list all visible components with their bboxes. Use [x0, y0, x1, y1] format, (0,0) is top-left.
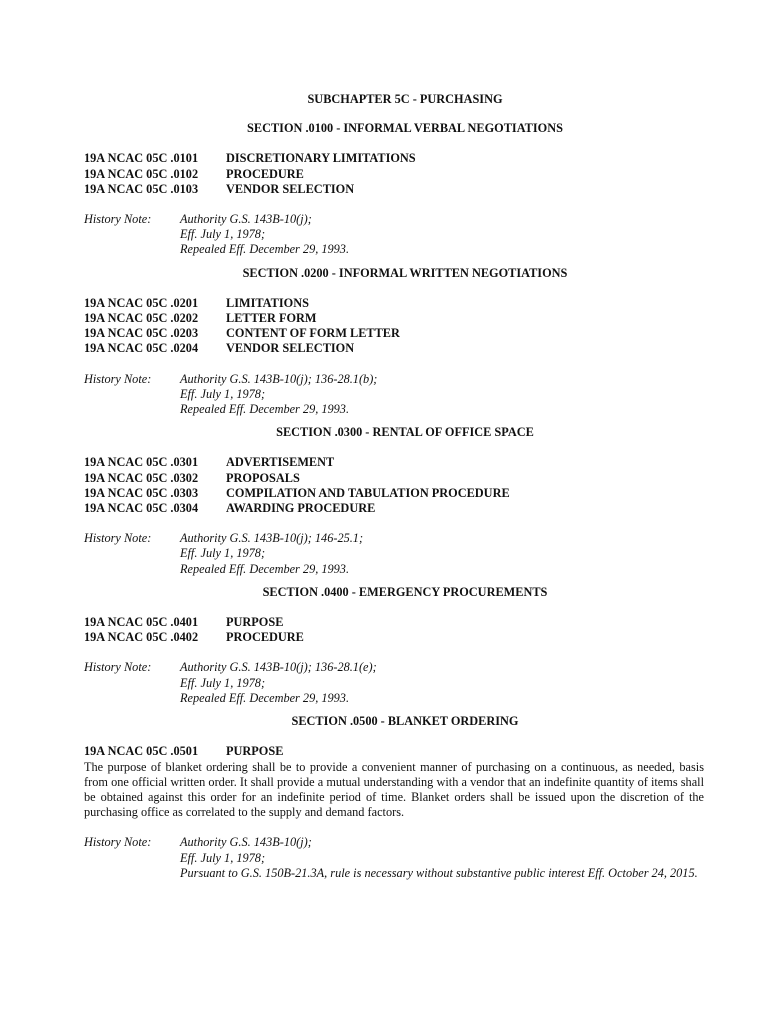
history-line: Eff. July 1, 1978; — [180, 227, 266, 242]
rule-row — [84, 151, 704, 166]
history-note — [84, 212, 704, 258]
section-0100 — [84, 121, 704, 257]
rule-code: 19A NCAC 05C .0204 — [84, 341, 199, 356]
history-line: Authority G.S. 143B-10(j); 146-25.1; — [180, 531, 364, 546]
history-label: History Note: — [84, 531, 152, 546]
rule-title: VENDOR SELECTION — [226, 341, 355, 356]
history-line: Repealed Eff. December 29, 1993. — [180, 561, 350, 576]
rule-code: 19A NCAC 05C .0201 — [84, 295, 199, 310]
rule-body-text: The purpose of blanket ordering shall be to provide a convenient manner of purchasing on a continuous, as needed, basis from one official written order. It shall provide a mutual understanding with a vendor that an indefinite quantity of items shall be obtained against this order for an indefinite period of time. Blanket orders shall be issued upon the discretion of the purchasing office as correlated to the supply and demand factors. — [84, 759, 704, 820]
history-line: Authority G.S. 143B-10(j); 136-28.1(b); — [180, 371, 378, 386]
rule-title: DISCRETIONARY LIMITATIONS — [226, 151, 416, 166]
rule-title: PURPOSE — [226, 615, 284, 630]
rule-title: PROCEDURE — [226, 166, 304, 181]
section-0300 — [84, 425, 704, 577]
history-line: Repealed Eff. December 29, 1993. — [180, 402, 350, 417]
rule-code: 19A NCAC 05C .0303 — [84, 485, 199, 500]
rule-row — [84, 455, 704, 470]
rule-code: 19A NCAC 05C .0103 — [84, 181, 199, 196]
rule-row — [84, 501, 704, 516]
rule-code: 19A NCAC 05C .0401 — [84, 615, 199, 630]
history-line: Repealed Eff. December 29, 1993. — [180, 690, 350, 705]
document-page — [84, 92, 704, 889]
rule-code: 19A NCAC 05C .0501 — [84, 744, 199, 759]
history-line: Eff. July 1, 1978; — [180, 386, 266, 401]
rule-row — [84, 615, 704, 630]
history-line: Eff. July 1, 1978; — [180, 850, 266, 865]
rule-title: PROCEDURE — [226, 630, 304, 645]
rule-code: 19A NCAC 05C .0101 — [84, 151, 199, 166]
rule-title: PURPOSE — [226, 744, 284, 759]
rule-code: 19A NCAC 05C .0202 — [84, 311, 199, 326]
rule-title: LIMITATIONS — [226, 295, 309, 310]
rule-title: COMPILATION AND TABULATION PROCEDURE — [226, 485, 510, 500]
rule-row — [84, 296, 704, 311]
history-note — [84, 835, 704, 881]
history-note — [84, 531, 704, 577]
history-label: History Note: — [84, 660, 152, 675]
rule-code: 19A NCAC 05C .0302 — [84, 470, 199, 485]
section-0400 — [84, 585, 704, 706]
rule-title: AWARDING PROCEDURE — [226, 501, 376, 516]
rule-title: LETTER FORM — [226, 311, 317, 326]
rule-list — [84, 615, 704, 645]
history-line: Eff. July 1, 1978; — [180, 675, 266, 690]
rule-title: PROPOSALS — [226, 470, 300, 485]
rule-title: VENDOR SELECTION — [226, 181, 355, 196]
section-title: SECTION .0400 - EMERGENCY PROCUREMENTS — [262, 584, 548, 599]
history-line: Eff. July 1, 1978; — [180, 546, 266, 561]
rule-list — [84, 151, 704, 197]
section-title: SECTION .0300 - RENTAL OF OFFICE SPACE — [276, 425, 534, 440]
history-line: Repealed Eff. December 29, 1993. — [180, 242, 350, 257]
rule-title: CONTENT OF FORM LETTER — [226, 326, 400, 341]
history-label: History Note: — [84, 835, 152, 850]
rule-row — [84, 744, 704, 759]
history-label: History Note: — [84, 212, 152, 227]
section-title: SECTION .0500 - BLANKET ORDERING — [291, 714, 519, 729]
rule-row — [84, 311, 704, 326]
rule-row — [84, 167, 704, 182]
history-line: Pursuant to G.S. 150B-21.3A, rule is necessary without substantive public interest Eff. October 24, 2015. — [180, 865, 698, 880]
rule-title: ADVERTISEMENT — [226, 455, 335, 470]
rule-row — [84, 341, 704, 356]
history-label: History Note: — [84, 371, 152, 386]
rule-list — [84, 296, 704, 357]
rule-row — [84, 630, 704, 645]
subchapter-title: SUBCHAPTER 5C - PURCHASING — [307, 92, 503, 106]
section-0200 — [84, 266, 704, 418]
rule-code: 19A NCAC 05C .0304 — [84, 501, 199, 516]
rule-list — [84, 455, 704, 516]
history-line: Authority G.S. 143B-10(j); 136-28.1(e); — [180, 660, 377, 675]
section-0500 — [84, 714, 704, 881]
rule-row — [84, 471, 704, 486]
section-title: SECTION .0200 - INFORMAL WRITTEN NEGOTIATIONS — [242, 265, 568, 280]
rule-code: 19A NCAC 05C .0301 — [84, 455, 199, 470]
history-note — [84, 660, 704, 706]
rule-row — [84, 326, 704, 341]
rule-row — [84, 182, 704, 197]
section-title: SECTION .0100 - INFORMAL VERBAL NEGOTIATIONS — [247, 121, 563, 136]
history-note — [84, 372, 704, 418]
history-line: Authority G.S. 143B-10(j); — [180, 212, 312, 227]
rule-code: 19A NCAC 05C .0402 — [84, 630, 199, 645]
rule-code: 19A NCAC 05C .0203 — [84, 326, 199, 341]
rule-code: 19A NCAC 05C .0102 — [84, 166, 199, 181]
history-line: Authority G.S. 143B-10(j); — [180, 835, 312, 850]
rule-row — [84, 486, 704, 501]
